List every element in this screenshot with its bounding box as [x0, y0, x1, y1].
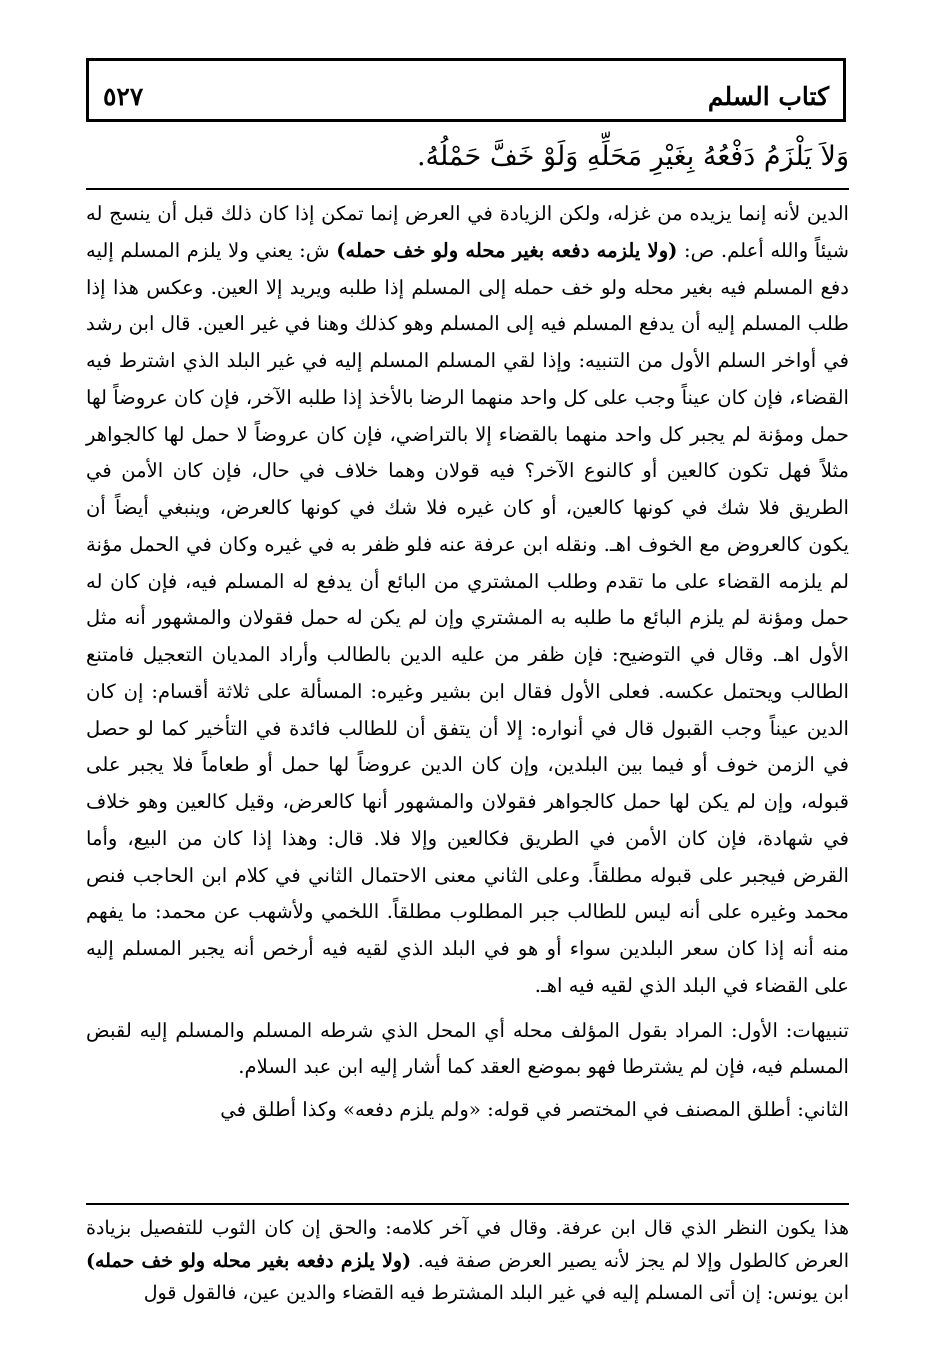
commentary-p1-rest: ش: يعني ولا يلزم المسلم إليه دفع المسلم فيه بغير محله ولو خف حمله إلى المسلم إذا طلبه ويريد إلا العين. وعكس هذا إذا طلب المسلم إليه أن يدفع المسلم فيه إلى المسلم وهو كذلك وهنا في غير العين. قال ابن رشد في أواخر السلم الأول من التنبيه: وإذا لقي المسلم المسلم إليه في غير البلد الذي اشترط فيه القضاء، فإن كان عيناً وجب على كل واحد منهما الرضا بالأخذ إذا طلبه الآخر، فإن كان عروضاً لها حمل ومؤنة لم يجبر كل واحد منهما بالقضاء إلا بالتراضي، فإن كان عروضاً لا حمل لها كالجواهر مثلاً فهل تكون كالعين أو كالنوع الآخر؟ فيه قولان وهما خلاف في حال، فإن كان الأمن في الطريق فلا شك في كونها كالعين، أو كان غيره فلا شك في كونها كالعرض، وينبغي أيضاً أن يكون كالعروض مع الخوف اهـ. ونقله ابن عرفة عنه فلو ظفر به في غيره وكان في الحمل مؤنة لم يلزمه القضاء على ما تقدم وطلب المشتري من البائع أن يدفع له المسلم فيه، فإن كان له حمل ومؤنة لم يلزم البائع ما طلبه به المشتري وإن لم يكن له حمل فقولان والمشهور أنه مثل الأول اهـ. وقال في التوضيح: فإن ظفر من عليه الدين بالطالب وأراد المديان التعجيل فامتنع الطالب ويحتمل عكسه. فعلى الأول فقال ابن بشير وغيره: المسألة على ثلاثة أقسام: إن كان الدين عيناً وجب القبول قال في أنواره: إلا أن يتفق أن للطالب فائدة في التأخير كما لو حصل في الزمن خوف أو فيما بين البلدين، وإن كان الدين عروضاً لها حمل أو طعاماً فلا يجبر على قبوله، وإن لم يكن لها حمل كالجواهر فقولان والمشهور أنها كالعرض، وقيل كالعين وهو خلاف في شهادة، فإن كان الأمن في الطريق فكالعين وإلا فلا. قال: وهذا إذا كان من البيع، وأما القرض فيجبر على قبوله مطلقاً. وعلى الثاني معنى الاحتمال الثاني في كلام ابن الحاجب فنص محمد وغيره على أنه ليس للطالب جبر المطلوب مطلقاً. اللخمي ولأشهب عن محمد: ما يفهم منه أنه إذا كان سعر البلدين سواء أو هو في البلد الذي لقيه فيه أرخص أنه يجبر المسلم إليه على القضاء في البلد الذي لقيه فيه اهـ.: [86, 238, 849, 997]
footnote-quote: (ولا يلزم دفعه بغير محله ولو خف حمله): [86, 1249, 412, 1272]
page-number: ٥٢٧: [103, 82, 144, 111]
commentary-body: [86, 196, 849, 1129]
page-header: [86, 58, 846, 122]
commentary-p1-quote: (ولا يلزمه دفعه بغير محله ولو خف حمله): [336, 238, 678, 262]
top-divider: [86, 188, 849, 190]
footnote-text: [86, 1212, 849, 1310]
footnote-lead: هذا يكون النظر الذي قال ابن عرفة. وقال في آخر كلامه: والحق إن كان الثوب للتفصيل بزيادة العرض كالطول وإلا لم يجز لأنه يصير العرض صفة فيه.: [86, 1217, 849, 1272]
footnotes: [86, 1212, 849, 1310]
commentary-paragraph-3: الثاني: أطلق المصنف في المختصر في قوله: «ولم يلزم دفعه» وكذا أطلق في: [220, 1098, 849, 1121]
commentary-paragraph-2: تنبيهات: الأول: المراد بقول المؤلف محله أي المحل الذي شرطه المسلم والمسلم إليه لقبض المسلم فيه، فإن لم يشترطا فهو بموضع العقد كما أشار إليه ابن عبد السلام.: [86, 1018, 849, 1079]
commentary-p1-lead: الدين لأنه إنما يزيده من غزله، ولكن الزيادة في العرض إنما تمكن إذا كان ذلك قبل أن ينسج له شيئاً والله أعلم. ص:: [86, 202, 849, 262]
matn-text: وَلاَ يَلْزَمُ دَفْعُهُ بِغَيْرِ مَحَلِّهِ وَلَوْ خَفَّ حَمْلُهُ.: [416, 141, 849, 172]
footnote-rest: ابن يونس: إن أتى المسلم إليه في غير البلد المشترط فيه القضاء والدين عين، فالقول قول: [143, 1282, 849, 1304]
footnote-divider: [86, 1203, 849, 1205]
running-title: كتاب السلم: [707, 82, 829, 111]
commentary-paragraph-1: [86, 196, 849, 1005]
